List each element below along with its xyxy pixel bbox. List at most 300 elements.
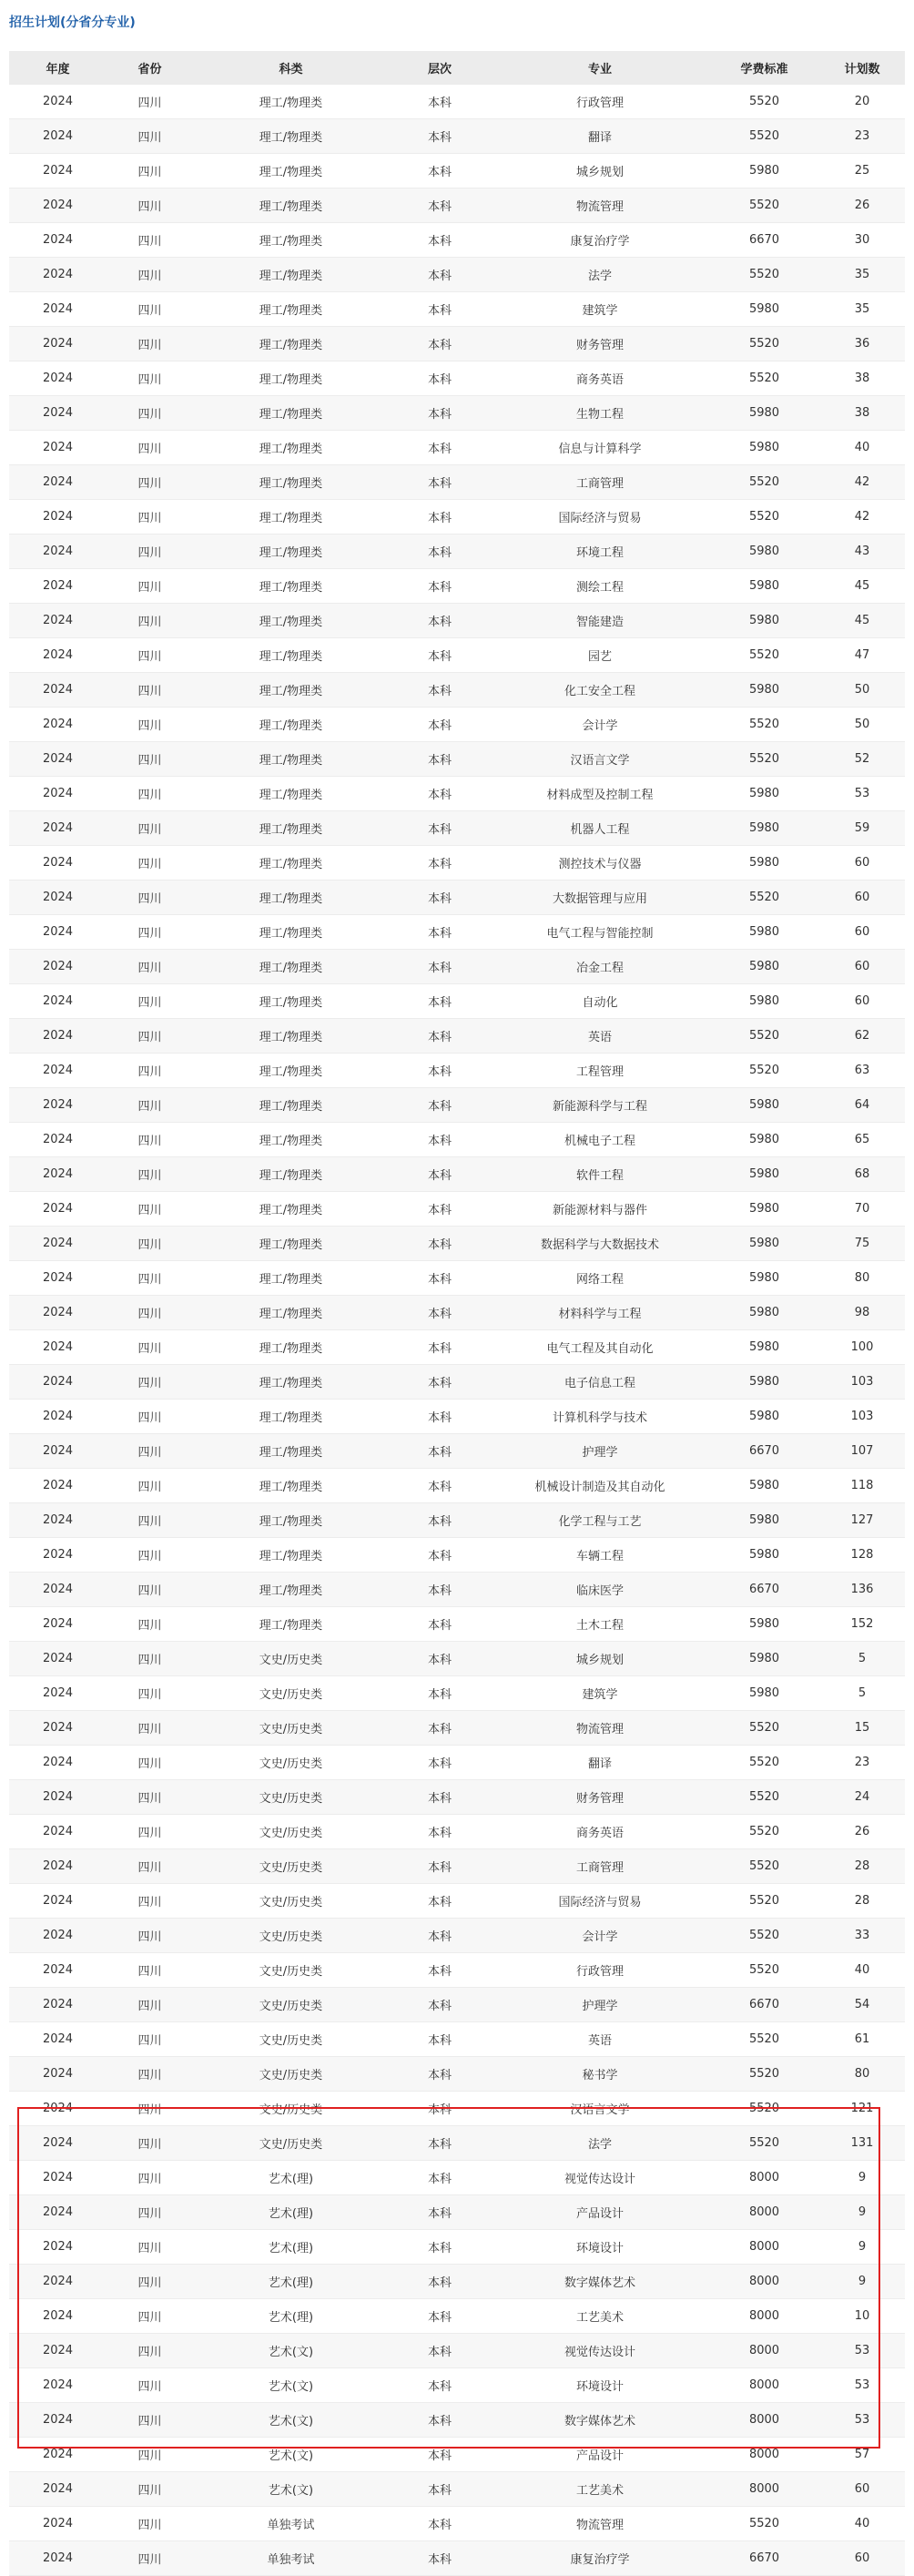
cell-major: 护理学 bbox=[582, 2000, 618, 2013]
cell-province: 四川 bbox=[137, 2415, 162, 2428]
cell-plan-count: 60 bbox=[854, 925, 870, 939]
table-header-row bbox=[9, 51, 905, 85]
table-row bbox=[9, 1469, 905, 1503]
cell-level: 本科 bbox=[427, 962, 452, 975]
cell-level: 本科 bbox=[427, 1896, 452, 1909]
cell-plan-count: 15 bbox=[854, 1721, 870, 1735]
cell-tuition: 6670 bbox=[748, 2551, 780, 2565]
table-row bbox=[9, 154, 905, 188]
cell-tuition: 5520 bbox=[748, 1064, 780, 1077]
cell-year: 2024 bbox=[42, 2344, 74, 2357]
cell-province: 四川 bbox=[137, 1411, 162, 1425]
table-row bbox=[9, 2092, 905, 2126]
cell-year: 2024 bbox=[42, 302, 74, 316]
cell-category: 理工/物理类 bbox=[259, 1619, 323, 1633]
cell-category: 艺术(理) bbox=[268, 2173, 314, 2186]
cell-major: 康复治疗学 bbox=[570, 2553, 630, 2567]
cell-plan-count: 33 bbox=[854, 1929, 870, 1942]
cell-level: 本科 bbox=[427, 2242, 452, 2255]
cell-plan-count: 53 bbox=[854, 2413, 870, 2427]
cell-year: 2024 bbox=[42, 718, 74, 731]
cell-category: 文史/历史类 bbox=[259, 1896, 323, 1909]
cell-level: 本科 bbox=[427, 1619, 452, 1633]
cell-province: 四川 bbox=[137, 1481, 162, 1494]
cell-province: 四川 bbox=[137, 512, 162, 525]
cell-plan-count: 62 bbox=[854, 1029, 870, 1043]
table-row bbox=[9, 1607, 905, 1642]
cell-category: 理工/物理类 bbox=[259, 927, 323, 941]
cell-major: 数字媒体艺术 bbox=[564, 2276, 635, 2290]
cell-province: 四川 bbox=[137, 858, 162, 871]
cell-tuition: 5980 bbox=[748, 1237, 780, 1250]
cell-province: 四川 bbox=[137, 2449, 162, 2463]
cell-major: 工艺美术 bbox=[575, 2311, 624, 2325]
cell-year: 2024 bbox=[42, 1548, 74, 1562]
cell-tuition: 5980 bbox=[748, 545, 780, 558]
cell-plan-count: 57 bbox=[854, 2448, 870, 2461]
cell-tuition: 5520 bbox=[748, 510, 780, 524]
cell-major: 生物工程 bbox=[575, 408, 624, 422]
cell-level: 本科 bbox=[427, 1238, 452, 1252]
cell-plan-count: 28 bbox=[854, 1859, 870, 1873]
cell-province: 四川 bbox=[137, 1550, 162, 1563]
cell-category: 理工/物理类 bbox=[259, 1204, 323, 1217]
cell-plan-count: 80 bbox=[854, 1271, 870, 1285]
cell-major: 机械电子工程 bbox=[564, 1135, 635, 1148]
cell-year: 2024 bbox=[42, 1064, 74, 1077]
cell-tuition: 5980 bbox=[748, 441, 780, 454]
cell-tuition: 5980 bbox=[748, 1479, 780, 1492]
cell-tuition: 8000 bbox=[748, 2205, 780, 2219]
cell-plan-count: 9 bbox=[858, 2240, 867, 2254]
cell-tuition: 5520 bbox=[748, 1790, 780, 1804]
cell-plan-count: 80 bbox=[854, 2067, 870, 2081]
cell-year: 2024 bbox=[42, 1652, 74, 1665]
cell-category: 理工/物理类 bbox=[259, 823, 323, 837]
table-row bbox=[9, 1815, 905, 1849]
cell-province: 四川 bbox=[137, 2484, 162, 2498]
cell-province: 四川 bbox=[137, 1273, 162, 1287]
cell-major: 汉语言文学 bbox=[570, 2103, 630, 2117]
cell-category: 文史/历史类 bbox=[259, 2000, 323, 2013]
cell-plan-count: 28 bbox=[854, 1894, 870, 1908]
cell-tuition: 5520 bbox=[748, 1929, 780, 1942]
cell-level: 本科 bbox=[427, 2276, 452, 2290]
cell-major: 法学 bbox=[587, 270, 612, 283]
cell-plan-count: 107 bbox=[850, 1444, 874, 1458]
cell-plan-count: 64 bbox=[854, 1098, 870, 1112]
cell-level: 本科 bbox=[427, 927, 452, 941]
cell-category: 理工/物理类 bbox=[259, 1411, 323, 1425]
cell-tuition: 5980 bbox=[748, 1098, 780, 1112]
cell-year: 2024 bbox=[42, 2171, 74, 2184]
table-row bbox=[9, 2438, 905, 2472]
cell-plan-count: 127 bbox=[850, 1513, 874, 1527]
cell-year: 2024 bbox=[42, 2482, 74, 2496]
cell-major: 智能建造 bbox=[575, 616, 624, 629]
cell-plan-count: 35 bbox=[854, 268, 870, 281]
cell-major: 国际经济与贸易 bbox=[558, 1896, 642, 1909]
column-header-level: 层次 bbox=[389, 51, 491, 85]
table-row bbox=[9, 188, 905, 223]
table-row bbox=[9, 1642, 905, 1676]
cell-category: 理工/物理类 bbox=[259, 719, 323, 733]
cell-plan-count: 118 bbox=[850, 1479, 874, 1492]
table-row bbox=[9, 1434, 905, 1469]
cell-plan-count: 152 bbox=[850, 1617, 874, 1631]
cell-year: 2024 bbox=[42, 1929, 74, 1942]
cell-level: 本科 bbox=[427, 1757, 452, 1771]
cell-level: 本科 bbox=[427, 1204, 452, 1217]
cell-year: 2024 bbox=[42, 1375, 74, 1389]
cell-tuition: 5520 bbox=[748, 718, 780, 731]
cell-category: 文史/历史类 bbox=[259, 1757, 323, 1771]
cell-major: 商务英语 bbox=[575, 1827, 624, 1840]
cell-major: 新能源材料与器件 bbox=[552, 1204, 647, 1217]
cell-major: 护理学 bbox=[582, 1446, 618, 1460]
cell-major: 会计学 bbox=[582, 1930, 618, 1944]
cell-major: 数据科学与大数据技术 bbox=[540, 1238, 659, 1252]
cell-level: 本科 bbox=[427, 1065, 452, 1079]
cell-category: 理工/物理类 bbox=[259, 1446, 323, 1460]
cell-tuition: 8000 bbox=[748, 2240, 780, 2254]
cell-major: 化工安全工程 bbox=[564, 685, 635, 698]
cell-major: 车辆工程 bbox=[575, 1550, 624, 1563]
cell-major: 物流管理 bbox=[575, 2519, 624, 2532]
cell-category: 理工/物理类 bbox=[259, 512, 323, 525]
table-row bbox=[9, 85, 905, 119]
cell-plan-count: 53 bbox=[854, 2378, 870, 2392]
table-row bbox=[9, 396, 905, 431]
cell-category: 理工/物理类 bbox=[259, 754, 323, 768]
cell-tuition: 5520 bbox=[748, 1721, 780, 1735]
cell-plan-count: 50 bbox=[854, 718, 870, 731]
cell-plan-count: 98 bbox=[854, 1306, 870, 1319]
cell-province: 四川 bbox=[137, 270, 162, 283]
cell-major: 翻译 bbox=[587, 1757, 612, 1771]
cell-plan-count: 103 bbox=[850, 1375, 874, 1389]
cell-plan-count: 103 bbox=[850, 1410, 874, 1423]
table-row bbox=[9, 1330, 905, 1365]
cell-major: 视觉传达设计 bbox=[564, 2346, 635, 2359]
cell-major: 新能源科学与工程 bbox=[552, 1100, 647, 1114]
cell-tuition: 5520 bbox=[748, 2102, 780, 2115]
cell-plan-count: 68 bbox=[854, 1167, 870, 1181]
cell-province: 四川 bbox=[137, 2553, 162, 2567]
cell-category: 艺术(理) bbox=[268, 2242, 314, 2255]
column-header-category: 科类 bbox=[193, 51, 389, 85]
cell-year: 2024 bbox=[42, 1617, 74, 1631]
cell-tuition: 5520 bbox=[748, 1894, 780, 1908]
cell-year: 2024 bbox=[42, 891, 74, 904]
table-row bbox=[9, 1988, 905, 2022]
cell-plan-count: 43 bbox=[854, 545, 870, 558]
cell-category: 艺术(文) bbox=[268, 2346, 314, 2359]
cell-major: 商务英语 bbox=[575, 373, 624, 387]
cell-year: 2024 bbox=[42, 268, 74, 281]
cell-province: 四川 bbox=[137, 2000, 162, 2013]
cell-tuition: 5980 bbox=[748, 1652, 780, 1665]
cell-level: 本科 bbox=[427, 2138, 452, 2152]
cell-category: 艺术(文) bbox=[268, 2380, 314, 2394]
cell-level: 本科 bbox=[427, 1688, 452, 1702]
cell-province: 四川 bbox=[137, 1723, 162, 1736]
cell-level: 本科 bbox=[427, 1273, 452, 1287]
cell-province: 四川 bbox=[137, 1065, 162, 1079]
cell-category: 单独考试 bbox=[267, 2553, 315, 2567]
table-row bbox=[9, 1400, 905, 1434]
cell-category: 文史/历史类 bbox=[259, 2138, 323, 2152]
cell-major: 电气工程与智能控制 bbox=[546, 927, 654, 941]
cell-major: 计算机科学与技术 bbox=[552, 1411, 647, 1425]
cell-province: 四川 bbox=[137, 1100, 162, 1114]
table-row bbox=[9, 292, 905, 327]
cell-year: 2024 bbox=[42, 2413, 74, 2427]
cell-major: 工艺美术 bbox=[575, 2484, 624, 2498]
cell-category: 理工/物理类 bbox=[259, 1481, 323, 1494]
cell-tuition: 6670 bbox=[748, 1998, 780, 2011]
cell-tuition: 5980 bbox=[748, 1133, 780, 1146]
cell-province: 四川 bbox=[137, 408, 162, 422]
table-row bbox=[9, 2334, 905, 2368]
cell-plan-count: 131 bbox=[850, 2136, 874, 2150]
cell-province: 四川 bbox=[137, 685, 162, 698]
cell-province: 四川 bbox=[137, 754, 162, 768]
cell-province: 四川 bbox=[137, 1757, 162, 1771]
cell-year: 2024 bbox=[42, 441, 74, 454]
cell-province: 四川 bbox=[137, 166, 162, 179]
cell-plan-count: 26 bbox=[854, 199, 870, 212]
cell-province: 四川 bbox=[137, 1654, 162, 1667]
table-row bbox=[9, 2230, 905, 2265]
cell-province: 四川 bbox=[137, 1619, 162, 1633]
cell-year: 2024 bbox=[42, 1133, 74, 1146]
cell-plan-count: 42 bbox=[854, 510, 870, 524]
cell-level: 本科 bbox=[427, 2000, 452, 2013]
cell-plan-count: 24 bbox=[854, 1790, 870, 1804]
cell-tuition: 5520 bbox=[748, 2067, 780, 2081]
cell-major: 视觉传达设计 bbox=[564, 2173, 635, 2186]
cell-tuition: 5520 bbox=[748, 95, 780, 108]
cell-tuition: 5980 bbox=[748, 787, 780, 800]
cell-province: 四川 bbox=[137, 477, 162, 491]
cell-year: 2024 bbox=[42, 1479, 74, 1492]
cell-major: 物流管理 bbox=[575, 200, 624, 214]
cell-level: 本科 bbox=[427, 892, 452, 906]
cell-year: 2024 bbox=[42, 1444, 74, 1458]
cell-plan-count: 52 bbox=[854, 752, 870, 766]
cell-category: 理工/物理类 bbox=[259, 1584, 323, 1598]
cell-plan-count: 9 bbox=[858, 2205, 867, 2219]
table-row bbox=[9, 2368, 905, 2403]
table-row bbox=[9, 569, 905, 604]
cell-plan-count: 35 bbox=[854, 302, 870, 316]
cell-province: 四川 bbox=[137, 1342, 162, 1356]
table-row bbox=[9, 223, 905, 258]
cell-category: 理工/物理类 bbox=[259, 131, 323, 145]
cell-level: 本科 bbox=[427, 2034, 452, 2048]
cell-plan-count: 38 bbox=[854, 372, 870, 385]
cell-tuition: 5980 bbox=[748, 925, 780, 939]
cell-year: 2024 bbox=[42, 2136, 74, 2150]
cell-level: 本科 bbox=[427, 477, 452, 491]
cell-year: 2024 bbox=[42, 1237, 74, 1250]
cell-plan-count: 20 bbox=[854, 95, 870, 108]
cell-category: 理工/物理类 bbox=[259, 650, 323, 664]
cell-level: 本科 bbox=[427, 1308, 452, 1321]
table-row bbox=[9, 2057, 905, 2092]
cell-tuition: 5980 bbox=[748, 683, 780, 697]
cell-category: 理工/物理类 bbox=[259, 581, 323, 595]
cell-level: 本科 bbox=[427, 373, 452, 387]
cell-level: 本科 bbox=[427, 1100, 452, 1114]
cell-year: 2024 bbox=[42, 1825, 74, 1838]
cell-level: 本科 bbox=[427, 2173, 452, 2186]
table-row bbox=[9, 1711, 905, 1746]
cell-category: 理工/物理类 bbox=[259, 1065, 323, 1079]
cell-tuition: 6670 bbox=[748, 1444, 780, 1458]
cell-province: 四川 bbox=[137, 962, 162, 975]
cell-major: 材料科学与工程 bbox=[558, 1308, 642, 1321]
cell-major: 财务管理 bbox=[575, 339, 624, 352]
cell-level: 本科 bbox=[427, 858, 452, 871]
cell-level: 本科 bbox=[427, 1515, 452, 1529]
cell-province: 四川 bbox=[137, 1827, 162, 1840]
table-row bbox=[9, 465, 905, 500]
table-row bbox=[9, 1123, 905, 1157]
cell-category: 文史/历史类 bbox=[259, 1965, 323, 1979]
cell-year: 2024 bbox=[42, 856, 74, 870]
cell-plan-count: 38 bbox=[854, 406, 870, 420]
cell-province: 四川 bbox=[137, 1861, 162, 1875]
table-row bbox=[9, 2507, 905, 2541]
cell-plan-count: 121 bbox=[850, 2102, 874, 2115]
cell-province: 四川 bbox=[137, 2069, 162, 2082]
cell-category: 理工/物理类 bbox=[259, 1238, 323, 1252]
cell-category: 理工/物理类 bbox=[259, 1273, 323, 1287]
cell-province: 四川 bbox=[137, 719, 162, 733]
cell-major: 机械设计制造及其自动化 bbox=[534, 1481, 665, 1494]
cell-plan-count: 60 bbox=[854, 2551, 870, 2565]
cell-tuition: 5520 bbox=[748, 891, 780, 904]
cell-level: 本科 bbox=[427, 789, 452, 802]
table-row bbox=[9, 2265, 905, 2299]
cell-tuition: 5980 bbox=[748, 1513, 780, 1527]
table-row bbox=[9, 2541, 905, 2576]
cell-province: 四川 bbox=[137, 1688, 162, 1702]
cell-year: 2024 bbox=[42, 2309, 74, 2323]
cell-tuition: 8000 bbox=[748, 2171, 780, 2184]
cell-plan-count: 40 bbox=[854, 2517, 870, 2530]
cell-tuition: 5980 bbox=[748, 164, 780, 178]
cell-year: 2024 bbox=[42, 2205, 74, 2219]
table-body bbox=[9, 85, 905, 2576]
table-row bbox=[9, 1503, 905, 1538]
cell-year: 2024 bbox=[42, 1721, 74, 1735]
cell-category: 理工/物理类 bbox=[259, 1515, 323, 1529]
cell-major: 产品设计 bbox=[575, 2207, 624, 2221]
cell-tuition: 5520 bbox=[748, 1756, 780, 1769]
cell-major: 物流管理 bbox=[575, 1723, 624, 1736]
cell-tuition: 8000 bbox=[748, 2482, 780, 2496]
cell-tuition: 5520 bbox=[748, 129, 780, 143]
cell-plan-count: 25 bbox=[854, 164, 870, 178]
cell-major: 行政管理 bbox=[575, 97, 624, 110]
cell-province: 四川 bbox=[137, 789, 162, 802]
cell-level: 本科 bbox=[427, 2346, 452, 2359]
cell-plan-count: 70 bbox=[854, 1202, 870, 1216]
cell-year: 2024 bbox=[42, 1513, 74, 1527]
cell-province: 四川 bbox=[137, 581, 162, 595]
column-header-year: 年度 bbox=[9, 51, 107, 85]
cell-level: 本科 bbox=[427, 1550, 452, 1563]
cell-level: 本科 bbox=[427, 1169, 452, 1183]
cell-category: 理工/物理类 bbox=[259, 166, 323, 179]
cell-level: 本科 bbox=[427, 512, 452, 525]
cell-province: 四川 bbox=[137, 1965, 162, 1979]
cell-tuition: 5980 bbox=[748, 1202, 780, 1216]
cell-major: 城乡规划 bbox=[575, 1654, 624, 1667]
cell-tuition: 5520 bbox=[748, 2517, 780, 2530]
cell-category: 文史/历史类 bbox=[259, 2103, 323, 2117]
cell-major: 冶金工程 bbox=[575, 962, 624, 975]
cell-level: 本科 bbox=[427, 1446, 452, 1460]
cell-plan-count: 42 bbox=[854, 475, 870, 489]
cell-level: 本科 bbox=[427, 339, 452, 352]
table-row bbox=[9, 2299, 905, 2334]
cell-category: 理工/物理类 bbox=[259, 373, 323, 387]
cell-year: 2024 bbox=[42, 994, 74, 1008]
cell-plan-count: 50 bbox=[854, 683, 870, 697]
cell-plan-count: 47 bbox=[854, 648, 870, 662]
cell-category: 理工/物理类 bbox=[259, 858, 323, 871]
cell-year: 2024 bbox=[42, 2551, 74, 2565]
cell-major: 英语 bbox=[587, 2034, 612, 2048]
cell-level: 本科 bbox=[427, 1031, 452, 1044]
cell-province: 四川 bbox=[137, 1584, 162, 1598]
table-row bbox=[9, 2161, 905, 2195]
cell-year: 2024 bbox=[42, 2102, 74, 2115]
cell-province: 四川 bbox=[137, 131, 162, 145]
cell-plan-count: 63 bbox=[854, 1064, 870, 1077]
cell-year: 2024 bbox=[42, 337, 74, 351]
table-row bbox=[9, 846, 905, 881]
cell-tuition: 5980 bbox=[748, 579, 780, 593]
cell-level: 本科 bbox=[427, 719, 452, 733]
cell-year: 2024 bbox=[42, 1790, 74, 1804]
cell-category: 理工/物理类 bbox=[259, 270, 323, 283]
cell-tuition: 5980 bbox=[748, 1686, 780, 1700]
cell-plan-count: 136 bbox=[850, 1583, 874, 1596]
cell-level: 本科 bbox=[427, 1965, 452, 1979]
cell-year: 2024 bbox=[42, 95, 74, 108]
cell-category: 理工/物理类 bbox=[259, 443, 323, 456]
cell-tuition: 5980 bbox=[748, 302, 780, 316]
cell-province: 四川 bbox=[137, 1238, 162, 1252]
cell-level: 本科 bbox=[427, 270, 452, 283]
cell-level: 本科 bbox=[427, 1135, 452, 1148]
cell-province: 四川 bbox=[137, 97, 162, 110]
cell-level: 本科 bbox=[427, 2449, 452, 2463]
cell-province: 四川 bbox=[137, 2034, 162, 2048]
table-row bbox=[9, 1296, 905, 1330]
cell-tuition: 8000 bbox=[748, 2448, 780, 2461]
cell-province: 四川 bbox=[137, 2207, 162, 2221]
cell-plan-count: 5 bbox=[858, 1686, 867, 1700]
cell-province: 四川 bbox=[137, 927, 162, 941]
cell-category: 理工/物理类 bbox=[259, 339, 323, 352]
cell-year: 2024 bbox=[42, 510, 74, 524]
